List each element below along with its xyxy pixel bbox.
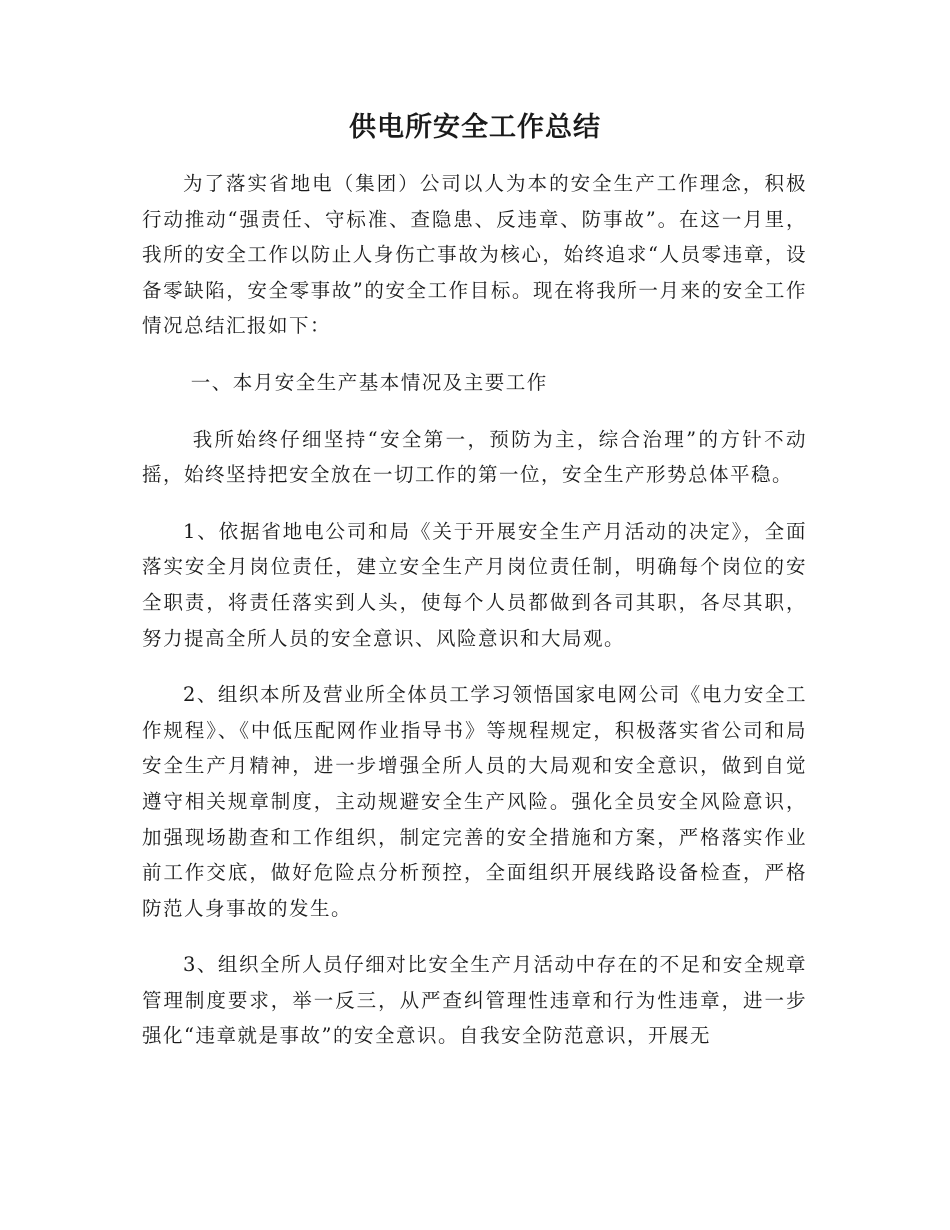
- paragraph-item-1: 1、依据省地电公司和局《关于开展安全生产月活动的决定》，全面落实安全月岗位责任，建立安全生产月岗位责任制，明确每个岗位的安全职责，将责任落实到人头，使每个人员都做到各司其职，各尽其职，努力提高全所人员的安全意识、风险意识和大局观。: [142, 519, 807, 650]
- section-heading-1: 一、本月安全生产基本情况及主要工作: [190, 370, 548, 394]
- paragraph-item-2: 2、组织本所及营业所全体员工学习领悟国家电网公司《电力安全工作规程》、《中低压配网作业指导书》等规程规定，积极落实省公司和局安全生产月精神，进一步增强全所人员的大局观和安全意识，做到自觉遵守相关规章制度，主动规避安全生产风险。强化全员安全风险意识，加强现场勘查和工作组织，制定完善的安全措施和方案，严格落实作业前工作交底，做好危险点分析预控，全面组织开展线路设备检查，严格防范人身事故的发生。: [142, 683, 807, 920]
- paragraph-item-3: 3、组织全所人员仔细对比安全生产月活动中存在的不足和安全规章管理制度要求，举一反三，从严查纠管理性违章和行为性违章，进一步强化“违章就是事故”的安全意识。自我安全防范意识，开展无: [142, 953, 807, 1048]
- document-title: 供电所安全工作总结: [349, 112, 601, 143]
- paragraph-intro: 为了落实省地电（集团）公司以人为本的安全生产工作理念，积极行动推动“强责任、守标准、查隐患、反违章、防事故”。在这一月里，我所的安全工作以防止人身伤亡事故为核心，始终追求“人员零违章，设备零缺陷，安全零事故”的安全工作目标。现在将我所一月来的安全工作情况总结汇报如下：: [142, 172, 807, 338]
- document-body: [142, 166, 807, 1075]
- paragraph-principle: 我所始终仔细坚持“安全第一，预防为主，综合治理”的方针不动摇，始终坚持把安全放在一切工作的第一位，安全生产形势总体平稳。: [142, 427, 807, 487]
